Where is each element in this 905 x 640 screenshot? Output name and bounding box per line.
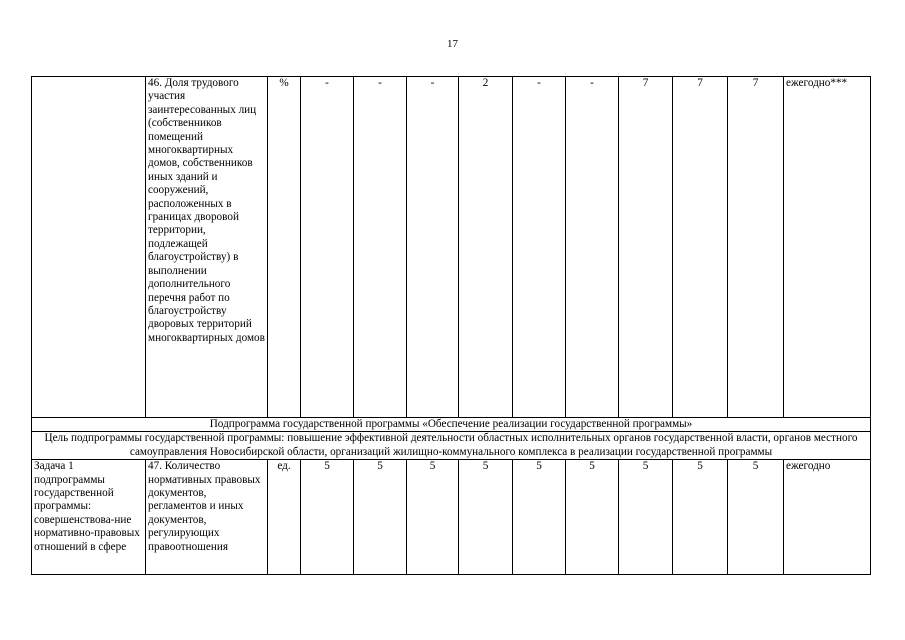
value-cell: -: [301, 77, 354, 418]
value-cell: 5: [513, 460, 566, 575]
value-cell: 5: [354, 460, 407, 575]
subprogram-title-row: [32, 418, 871, 432]
subprogram-title: Подпрограмма государственной программы «Обеспечение реализации государственной программы»: [32, 418, 871, 432]
unit-cell: %: [268, 77, 301, 418]
table-row: [32, 460, 871, 575]
value-cell: 5: [619, 460, 673, 575]
value-cell: -: [407, 77, 459, 418]
value-cell: -: [566, 77, 619, 418]
value-cell: -: [354, 77, 407, 418]
subprogram-goal-row: [32, 432, 871, 460]
value-cell: 7: [619, 77, 673, 418]
table-row: [32, 77, 871, 418]
subprogram-goal: Цель подпрограммы государственной программы: повышение эффективной деятельности областных исполнительных органов государственной власти, органов местного самоуправления Новосибирской области, организаций жилищно-коммунального комплекса в реализации государственной программы: [32, 432, 871, 460]
page-number: 17: [447, 38, 458, 50]
value-cell: -: [513, 77, 566, 418]
value-cell: 7: [728, 77, 784, 418]
indicator-cell: 46. Доля трудового участия заинтересованных лиц (собственников помещений многоквартирных домов, собственников иных зданий и сооружений, расположенных в границах дворовой территории, подлежащей благоустройству) в выполнении дополнительного перечня работ по благоустройству дворовых территорий многоквартирных домов: [146, 77, 268, 418]
value-cell: 5: [566, 460, 619, 575]
value-cell: 2: [459, 77, 513, 418]
task-cell: [32, 77, 146, 418]
task-cell: Задача 1 подпрограммы государственной программы: совершенствова-ние нормативно-правовых отношений в сфере: [32, 460, 146, 575]
indicators-table: [31, 76, 871, 575]
value-cell: 5: [301, 460, 354, 575]
value-cell: 5: [459, 460, 513, 575]
value-cell: 5: [673, 460, 728, 575]
value-cell: 7: [673, 77, 728, 418]
indicator-cell: 47. Количество нормативных правовых документов, регламентов и иных документов, регулирующих правоотношения: [146, 460, 268, 575]
value-cell: 5: [407, 460, 459, 575]
frequency-cell: ежегодно***: [784, 77, 871, 418]
unit-cell: ед.: [268, 460, 301, 575]
value-cell: 5: [728, 460, 784, 575]
frequency-cell: ежегодно: [784, 460, 871, 575]
